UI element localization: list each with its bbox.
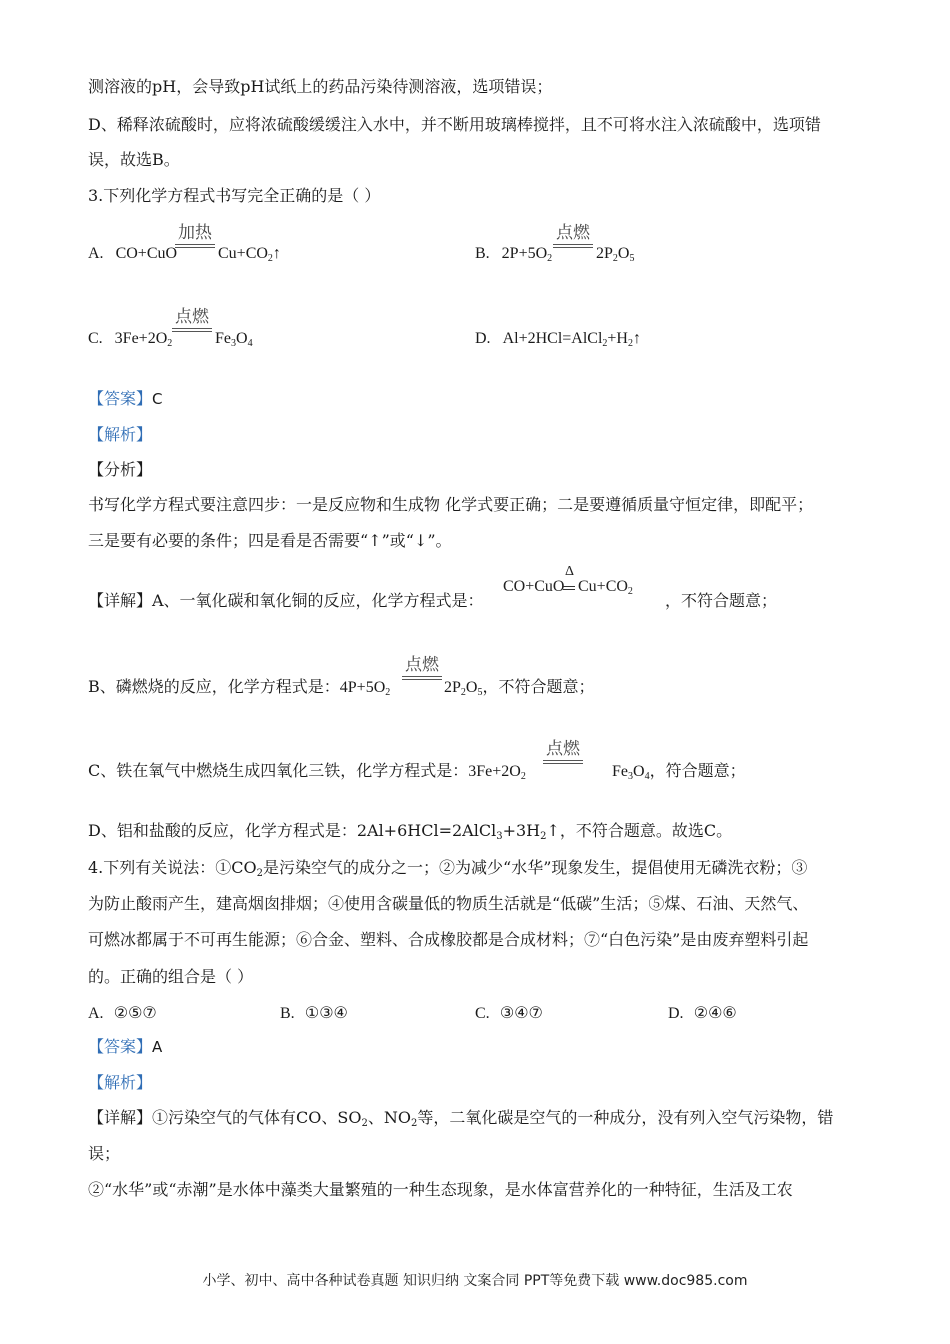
q4-option-d: D. ②④⑥	[668, 1003, 737, 1022]
detail-4-line-1: 【详解】①污染空气的气体有CO、$SO_2$、$NO_2$等，二氧化碳是空气的一种成分，没有列入空气污染物，错	[88, 1108, 834, 1129]
q3-option-c: C. $3Fe+2O_2$	[88, 330, 173, 349]
detail-c: C、铁在氧气中燃烧生成四氧化三铁，化学方程式是：$3Fe+2O_2$	[88, 761, 526, 782]
q3-c-condition: 点燃	[172, 302, 212, 332]
q3-option-b-product: $2P_2O_5$	[596, 245, 635, 264]
text-line: D、稀释浓硫酸时，应将浓硫酸缓缓注入水中，并不断用玻璃棒搅拌，且不可将水注入浓硫酸中，选项错	[88, 115, 821, 134]
detail-a-equation: CO+CuO Δ $Cu+CO_2$	[503, 564, 633, 597]
q3-option-c-product: $Fe_3O_4$	[215, 330, 253, 349]
fenxi-text-1: 书写化学方程式要注意四步：一是反应物和生成物 化学式要正确；二是要遵循质量守恒定律，即配平；	[88, 495, 814, 514]
detail-b-product: $2P_2O_5$，不符合题意；	[444, 677, 595, 698]
detail-b: B、磷燃烧的反应，化学方程式是：$4P+5O_2$	[88, 677, 391, 698]
answer-3: 【答案】C	[88, 389, 163, 408]
q3-option-a-product: $Cu+CO_2↑$	[218, 245, 281, 264]
fenxi-heading: 【分析】	[88, 460, 153, 479]
fenxi-text-2: 三是要有必要的条件；四是看是否需要“↑”或“↓”。	[88, 531, 452, 550]
q4-option-b: B. ①③④	[280, 1003, 348, 1022]
text-line: 测溶液的pH，会导致pH试纸上的药品污染待测溶液，选项错误；	[88, 77, 553, 96]
q3-option-d: D. $Al+2HCl=AlCl_2+H_2↑$	[475, 330, 641, 349]
detail-d: D、铝和盐酸的反应，化学方程式是：$2Al+6HCl=2AlCl_3+3H_2↑$，不符合题意。故选C。	[88, 821, 733, 842]
question-4-line-2: 为防止酸雨产生，建高烟囱排烟；④使用含碳量低的物质生活就是“低碳”生活；⑤煤、石油、天然气、	[88, 894, 809, 913]
q4-option-a: A. ②⑤⑦	[88, 1003, 157, 1022]
q3-a-condition: 加热	[175, 218, 215, 248]
question-4-line-4: 的。正确的组合是（ ）	[88, 967, 254, 986]
detail-4-line-3: ②“水华”或“赤潮”是水体中藻类大量繁殖的一种生态现象，是水体富营养化的一种特征，生活及工农	[88, 1180, 793, 1199]
detail-c-product: $Fe_3O_4$，符合题意；	[612, 761, 746, 782]
jiexi-4: 【解析】	[88, 1073, 153, 1092]
text-line: 误，故选B。	[88, 150, 180, 169]
page-footer: 小学、初中、高中各种试卷真题 知识归纳 文案合同 PPT等免费下载 www.doc985.com	[202, 1273, 748, 1289]
detail-a: 【详解】A、一氧化碳和氧化铜的反应，化学方程式是：	[88, 591, 484, 610]
detail-a-suffix: ，不符合题意；	[665, 591, 778, 610]
detail-c-condition: 点燃	[543, 734, 583, 764]
question-4-line-3: 可燃冰都属于不可再生能源；⑥合金、塑料、合成橡胶都是合成材料；⑦“白色污染”是由废弃塑料引起	[88, 930, 809, 949]
jiexi-3: 【解析】	[88, 425, 153, 444]
answer-4: 【答案】A	[88, 1037, 163, 1056]
q4-option-c: C. ③④⑦	[475, 1003, 543, 1022]
detail-4-line-2: 误；	[88, 1144, 121, 1163]
q3-option-b: B. $2P+5O_2$	[475, 245, 553, 264]
question-4-line-1: 4.下列有关说法：$①CO_2$是污染空气的成分之一；②为减少“水华”现象发生，提倡使用无磷洗衣粉；③	[88, 858, 808, 879]
detail-b-condition: 点燃	[402, 650, 442, 680]
q3-b-condition: 点燃	[553, 218, 593, 248]
question-3: 3.下列化学方程式书写完全正确的是（ ）	[88, 186, 381, 205]
q3-option-a: A. CO+CuO	[88, 245, 178, 262]
